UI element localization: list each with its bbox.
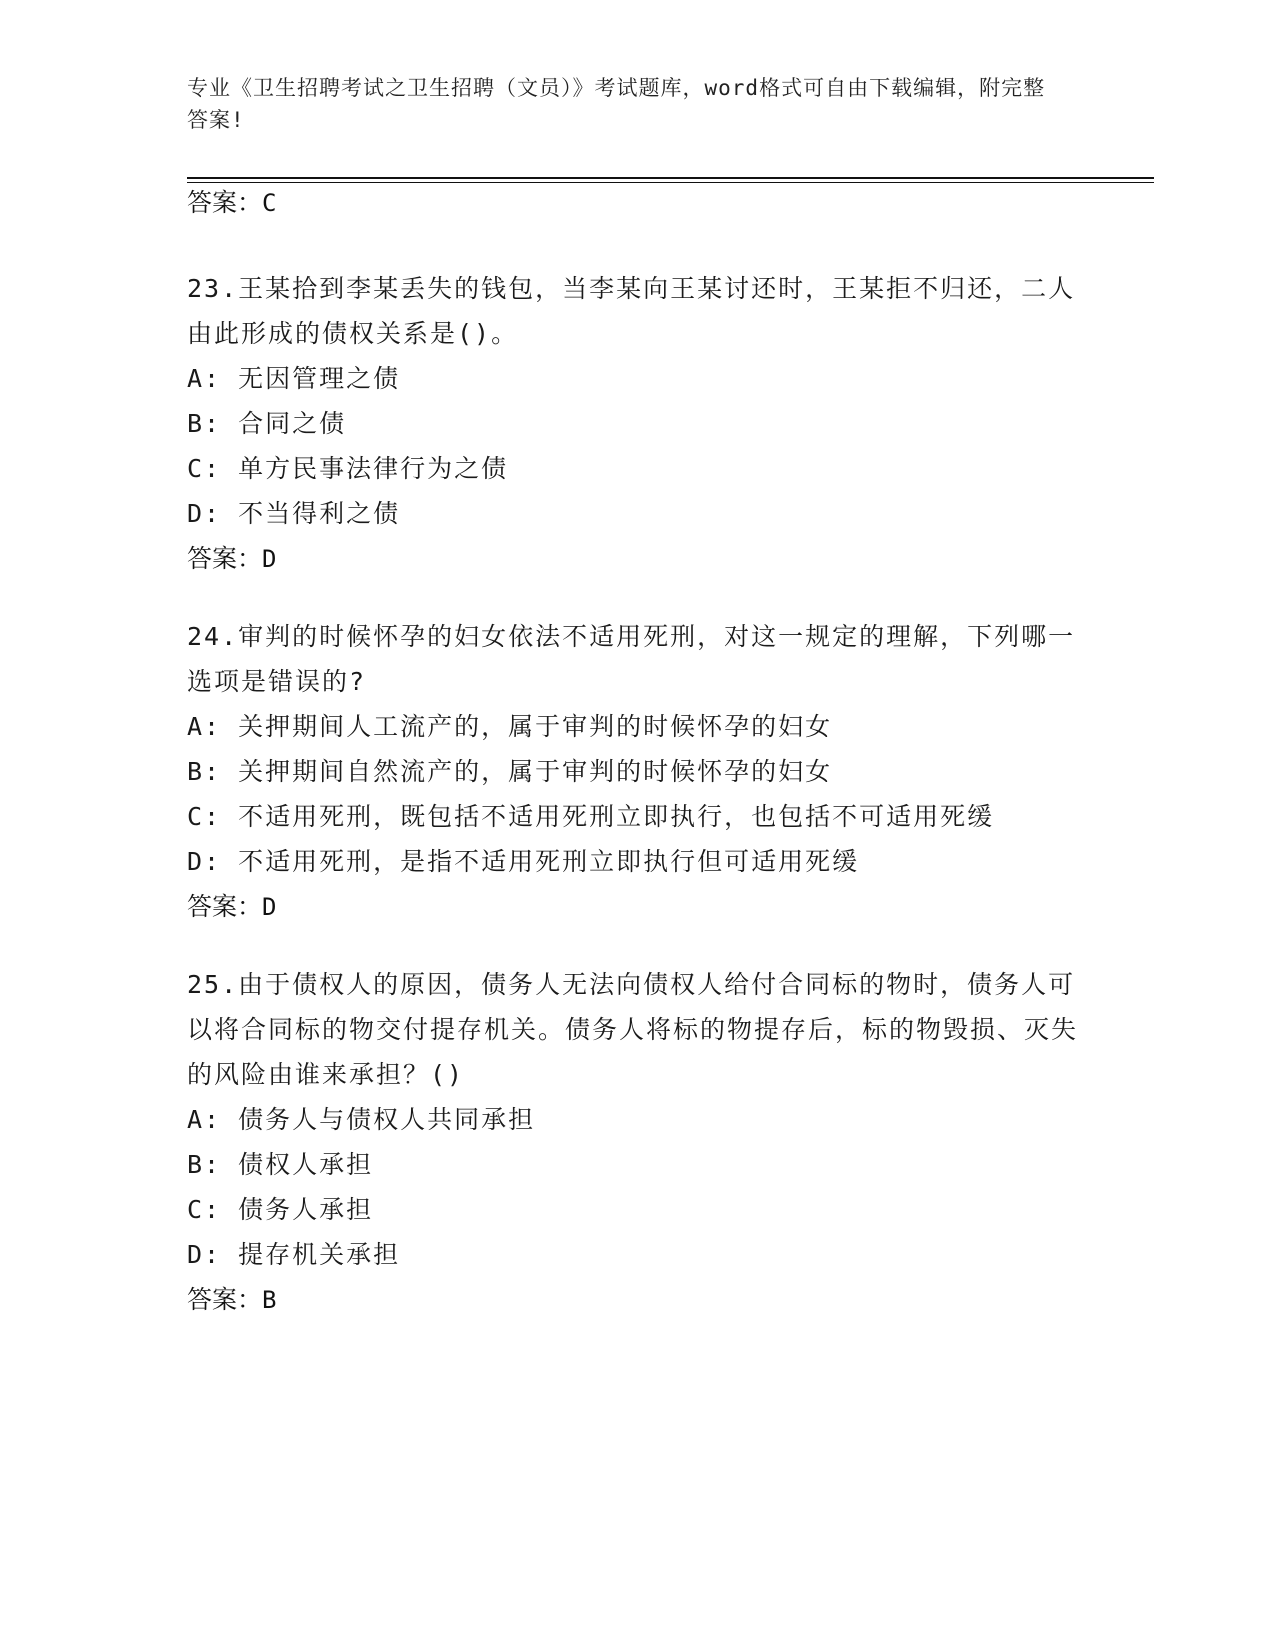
carryover-answer [187,186,276,220]
answer-value: D [262,893,277,921]
question-24 [187,614,1087,930]
option-a: A: 无因管理之债 [187,364,401,393]
question-stem: 24.审判的时候怀孕的妇女依法不适用死刑，对这一规定的理解，下列哪一选项是错误的? [187,622,1076,696]
option-d: D: 提存机关承担 [187,1240,401,1269]
option-b: B: 关押期间自然流产的，属于审判的时候怀孕的妇女 [187,757,833,786]
option-a: A: 债务人与债权人共同承担 [187,1105,536,1134]
option-a: A: 关押期间人工流产的，属于审判的时候怀孕的妇女 [187,712,833,741]
answer-label: 答案： [187,544,263,573]
option-d: D: 不适用死刑，是指不适用死刑立即执行但可适用死缓 [187,847,860,876]
question-answer [187,536,1087,582]
option-c: C: 不适用死刑，既包括不适用死刑立即执行，也包括不可适用死缓 [187,802,995,831]
option-c: C: 单方民事法律行为之债 [187,454,509,483]
option-b: B: 债权人承担 [187,1150,374,1179]
answer-value: B [262,1286,277,1314]
page-header: 专业《卫生招聘考试之卫生招聘（文员）》考试题库，word格式可自由下载编辑，附完整答案! [187,76,1046,132]
question-stem: 25.由于债权人的原因，债务人无法向债权人给付合同标的物时，债务人可以将合同标的物交付提存机关。债务人将标的物提存后，标的物毁损、灭失的风险由谁来承担？() [187,970,1079,1089]
question-answer [187,1277,1087,1323]
question-25 [187,962,1087,1323]
option-b: B: 合同之债 [187,409,347,438]
question-stem: 23.王某拾到李某丢失的钱包，当李某向王某讨还时，王某拒不归还，二人由此形成的债权关系是()。 [187,274,1076,348]
option-d: D: 不当得利之债 [187,499,401,528]
answer-label: 答案： [187,892,263,921]
answer-label: 答案： [187,1285,263,1314]
question-answer [187,884,1087,930]
answer-value: D [262,545,277,573]
answer-label: 答案： [187,188,263,217]
answer-value: C [262,189,277,217]
question-23 [187,266,1087,582]
header-divider [187,177,1154,183]
option-c: C: 债务人承担 [187,1195,374,1224]
